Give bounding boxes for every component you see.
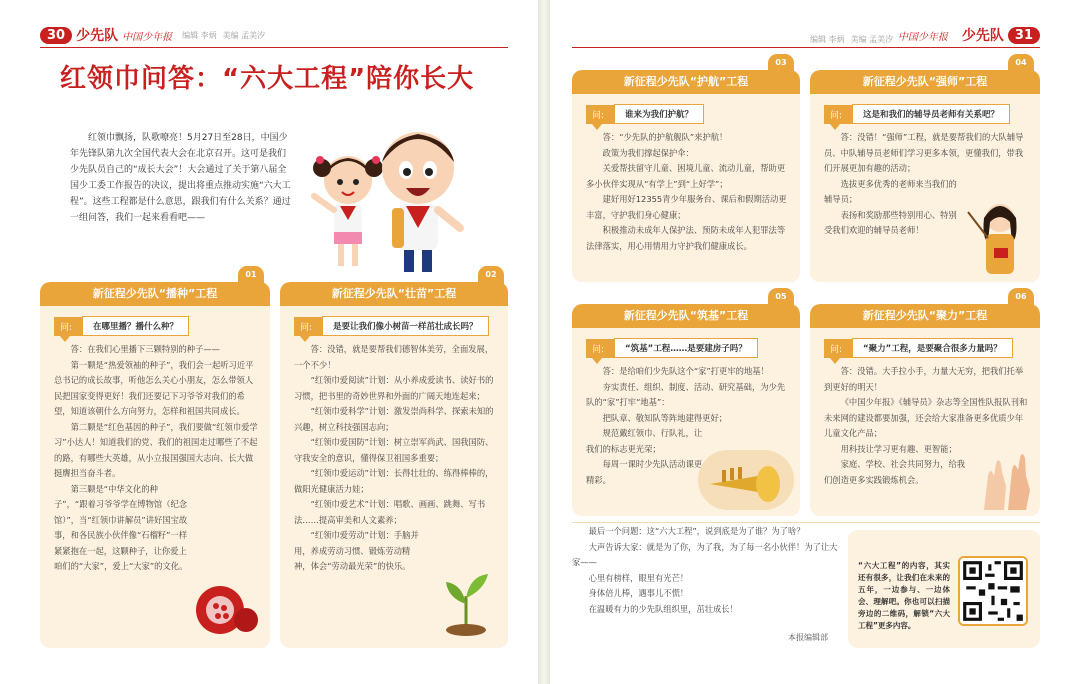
answer-paragraph: 每周一课时少先队活动课更精彩。 (586, 459, 703, 485)
answer-paragraph: 第三颗是“中华文化的种子”，“跟着习爷爷学在博物馆（纪念馆）”，当“红领巾讲解员”讲好国宝故事，和各民族小伙伴像“石榴籽”一样紧紧抱在一起，这颗种子，让你爱上咱们的“大家”，爱上“大家”的文化。 (54, 483, 188, 571)
answer-paragraph: “红领巾爱艺术”计划：唱歌、画画、跳舞、写书法……提高审美和人文素养； (294, 499, 486, 525)
question-text: 谁来为我们护航？ (614, 104, 704, 124)
answer-paragraph: 答：是给咱们少先队这个“家”打更牢的地基！ (602, 366, 769, 376)
card-number-badge: 05 (768, 288, 794, 306)
question-text: “聚力”工程，是要聚合很多力量吗？ (852, 338, 1013, 358)
section-name: 少先队 (76, 28, 119, 44)
card-heading: 新征程少先队“壮苗”工程 (280, 282, 508, 306)
question-tag: 问: (824, 339, 852, 358)
question-row (824, 104, 1040, 124)
answer-paragraph: 夯实责任、组织、制度、活动、研究基础，为少先队的“家”打牢“地基”： (586, 381, 786, 407)
answer-paragraph: 把队章、敬知队等阵地建得更好； (602, 412, 728, 423)
card-05-foundation (572, 304, 800, 516)
answer-body (280, 342, 508, 575)
answer-paragraph: 家庭、学校、社会共同努力，给我们创造更多实践锻炼机会。 (824, 459, 966, 485)
page-number: 30 (40, 27, 72, 44)
card-number-badge: 03 (768, 54, 794, 72)
answer-paragraph: 答：“少先队的护航舰队”来护航！ (602, 132, 728, 142)
card-02-growing (280, 282, 508, 648)
conclusion-line: 最后一个问题：这“六大工程”，说到底是为了谁？为了啥？ (588, 526, 805, 536)
page-gutter (538, 0, 550, 684)
pomegranate-icon (190, 574, 260, 638)
conclusion-line: 心里有榜样，眼里有光芒！ (588, 572, 689, 583)
question-tag: 问: (824, 105, 852, 124)
card-number-badge: 04 (1008, 54, 1034, 72)
card-number-badge: 01 (238, 266, 264, 284)
question-row (54, 316, 270, 336)
card-heading: 新征程少先队“聚力”工程 (810, 304, 1040, 328)
answer-paragraph: 答：没错！“强师”工程，就是要帮我们的大队辅导员、中队辅导员老师们学习更多本领，更懂我们，带我们开展更加有趣的活动； (824, 132, 1024, 173)
answer-paragraph: 政策为我们撑起保护伞： (602, 147, 694, 158)
card-heading: 新征程少先队“播种”工程 (40, 282, 270, 306)
conclusion-line: 身体倍儿棒，遇事儿不慌！ (588, 588, 689, 598)
answer-paragraph: 答：没错。大手拉小手，力量大无穷，把我们托举到更好的明天！ (824, 366, 1024, 392)
designer-credit: 美编 孟美汐 (850, 35, 894, 44)
card-01-sowing (40, 282, 270, 648)
trumpet-icon (698, 450, 794, 510)
teacher-illustration-icon (964, 188, 1034, 278)
page-title: 红领巾问答：“六大工程”陪你长大 (60, 64, 475, 94)
card-04-teachers (810, 70, 1040, 282)
answer-paragraph: “红领巾爱科学”计划：激发崇尚科学、探索未知的兴趣，树立科技强国志向； (294, 406, 494, 432)
intro-paragraph: 红领巾飘扬，队歌嘹亮！5月27日至28日，中国少年先锋队第九次全国代表大会在北京召开。这可是我们少先队员自己的“成长大会”！大会通过了关于第八届全国少工委工作报告的决议，提出将重点推动实施“六大工程”。这些工程都是什么意思，跟我们有什么关系？通过一组问答，我们一起来看看吧—— (70, 133, 291, 223)
brand-logo: 中国少年报 (122, 31, 173, 43)
answer-paragraph: 《中国少年报》《辅导员》杂志等全国性队报队刊和未来网的建设都要加强，还会给大家准备更多优质少年儿童文化产品； (824, 397, 1028, 438)
card-number-badge: 02 (478, 266, 504, 284)
card-heading: 新征程少先队“护航”工程 (572, 70, 800, 94)
answer-paragraph: 答：在我们心里播下三颗特别的种子—— (70, 344, 220, 354)
answer-paragraph: “红领巾爱阅读”计划：从小养成爱读书、读好书的习惯，把书里的奇妙世界和外面的广阔天地连起来； (294, 375, 494, 401)
question-text: 在哪里播？播什么种？ (82, 316, 189, 336)
question-tag: 问: (294, 317, 322, 336)
answer-paragraph: 选拔更多优秀的老师来当我们的辅导员； (824, 178, 957, 204)
designer-credit: 美编 孟美汐 (222, 30, 266, 40)
answer-paragraph: 第一颗是“热爱领袖的种子”，我们会一起听习近平总书记的成长故事，听他怎么关心小朋友，怎么带领人民把国家变得更好！我们还要记下习爷爷对我们的希望，知道该朝什么方向努力，怎样和祖国共同成长。 (54, 359, 254, 416)
editor-credit: 编辑 李炳 (182, 30, 217, 40)
answer-paragraph: 关爱帮扶留守儿童、困境儿童、流动儿童，帮助更多小伙伴实现从“有学上”到“上好学”； (586, 163, 786, 189)
question-tag: 问: (586, 105, 614, 124)
question-row (294, 316, 508, 336)
answer-paragraph: “红领巾爱国防”计划：树立崇军尚武、国我国防、守我安全的意识，懂得保卫祖国多重要； (294, 437, 494, 463)
cartoon-kids-illustration (300, 110, 480, 280)
qr-code-panel (848, 530, 1040, 648)
raised-hands-icon (974, 446, 1036, 512)
card-heading: 新征程少先队“筑基”工程 (572, 304, 800, 328)
answer-paragraph: 答：没错，就是要帮我们德智体美劳，全面发展，一个不少！ (294, 344, 494, 370)
question-tag: 问: (586, 339, 614, 358)
editor-credit: 编辑 李炳 (810, 35, 845, 44)
answer-body (572, 130, 800, 254)
seedling-icon (438, 568, 494, 638)
answer-paragraph: 第二颗是“红色基因的种子”，我们要做“红领巾爱学习”小达人！知道我们的党、我们的祖国走过哪些了不起的路，有哪些大英雄，从小立报国强国大志向、长大做挺膺担当奋斗者。 (54, 421, 258, 478)
question-tag: 问: (54, 317, 82, 336)
left-page (0, 0, 538, 684)
question-row (586, 338, 800, 358)
right-page-header (572, 26, 1040, 48)
answer-body (40, 342, 270, 575)
conclusion-line: 在温暖有力的少先队组织里，茁壮成长！ (588, 603, 738, 614)
answer-paragraph: “红领巾爱运动”计划：长得壮壮的、练得棒棒的，做阳光健康活力娃； (294, 468, 494, 494)
question-text: 是要让我们像小树苗一样茁壮成长吗？ (322, 316, 489, 336)
answer-paragraph: 表扬和奖励那些特别用心、特别受我们欢迎的辅导员老师！ (824, 209, 957, 235)
page-number: 31 (1008, 27, 1040, 44)
card-03-escort (572, 70, 800, 282)
answer-paragraph: “红领巾爱劳动”计划：手脑并用，养成劳动习惯、锻炼劳动精神，体会“劳动最光荣”的快乐。 (294, 530, 419, 571)
question-row (586, 104, 800, 124)
answer-paragraph: 积极推动未成年人保护法、预防未成年人犯罪法等法律落实，用心用情用力守护我们健康成长。 (586, 225, 786, 251)
brand-logo: 中国少年报 (897, 31, 948, 43)
question-text: “筑基”工程……是要建房子吗？ (614, 338, 758, 358)
qr-code-icon[interactable] (958, 556, 1028, 626)
answer-paragraph: 用科技让学习更有趣、更智能； (840, 443, 957, 454)
question-text: 这是和我们的辅导员老师有关系吧？ (852, 104, 1010, 124)
right-page (550, 0, 1080, 684)
qr-note: “六大工程”的内容，其实还有很多，让我们在未来的五年，一边参与、一边体会、理解吧。你也可以扫描旁边的二维码，解锁“六大工程”更多内容。 (858, 561, 950, 630)
question-row (824, 338, 1040, 358)
answer-paragraph: 建好用好12355青少年服务台、课后和假期活动更丰富，守护我们身心健康； (586, 194, 787, 220)
section-name: 少先队 (961, 28, 1004, 44)
card-06-gathering (810, 304, 1040, 516)
conclusion-section (572, 524, 842, 617)
conclusion-line: 大声告诉大家：就是为了你，为了我，为了每一名小伙伴！为了让大家—— (572, 541, 838, 567)
left-page-header (40, 26, 508, 48)
answer-paragraph: 规范戴红领巾、行队礼，让我们的标志更光荣； (586, 428, 703, 454)
card-heading: 新征程少先队“强师”工程 (810, 70, 1040, 94)
editorial-signature: 本报编辑部 (788, 633, 828, 642)
card-number-badge: 06 (1008, 288, 1034, 306)
